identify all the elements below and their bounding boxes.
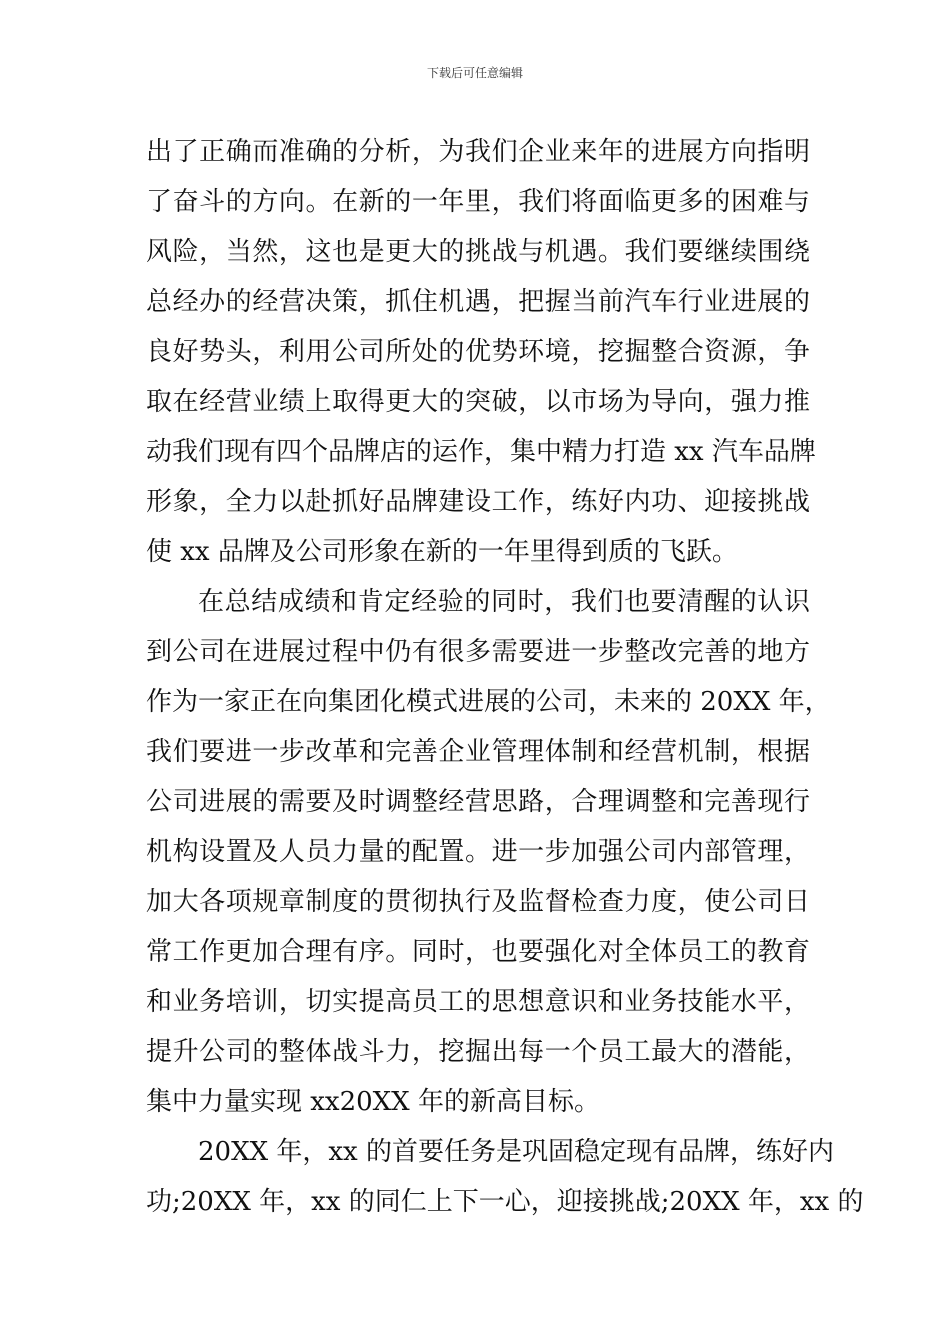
text-line: 风险，当然，这也是更大的挑战与机遇。我们要继续围绕 xyxy=(146,237,810,267)
text-line: 良好势头，利用公司所处的优势环境，挖掘整合资源，争 xyxy=(146,337,810,367)
text-line: 到公司在进展过程中仍有很多需要进一步整改完善的地方 xyxy=(146,637,810,667)
paragraph-2 xyxy=(146,577,831,1127)
document-body xyxy=(146,127,864,1227)
paragraph-1 xyxy=(146,127,816,577)
text-line: 20XX 年，xx 的首要任务是巩固稳定现有品牌，练好内 xyxy=(198,1137,834,1167)
text-line: 提升公司的整体战斗力，挖掘出每一个员工最大的潜能， xyxy=(146,1037,810,1067)
text-line: 和业务培训，切实提高员工的思想意识和业务技能水平， xyxy=(146,987,810,1017)
text-line: 我们要进一步改革和完善企业管理体制和经营机制，根据 xyxy=(146,737,810,767)
text-line: 出了正确而准确的分析，为我们企业来年的进展方向指明 xyxy=(146,137,810,167)
text-line: 形象，全力以赴抓好品牌建设工作，练好内功、迎接挑战 xyxy=(146,487,810,517)
text-line: 在总结成绩和肯定经验的同时，我们也要清醒的认识 xyxy=(198,587,810,617)
page-header: 下载后可任意编辑 xyxy=(426,66,523,80)
paragraph-3 xyxy=(146,1127,864,1227)
text-line: 取在经营业绩上取得更大的突破，以市场为导向，强力推 xyxy=(146,387,810,417)
text-line: 机构设置及人员力量的配置。进一步加强公司内部管理， xyxy=(146,837,810,867)
text-line: 作为一家正在向集团化模式进展的公司，未来的 20XX 年， xyxy=(146,687,831,717)
text-line: 公司进展的需要及时调整经营思路，合理调整和完善现行 xyxy=(146,787,810,817)
text-line: 动我们现有四个品牌店的运作，集中精力打造 xx 汽车品牌 xyxy=(146,437,816,467)
text-line: 加大各项规章制度的贯彻执行及监督检查力度，使公司日 xyxy=(146,887,810,917)
text-line: 使 xx 品牌及公司形象在新的一年里得到质的飞跃。 xyxy=(146,537,738,567)
text-line: 总经办的经营决策，抓住机遇，把握当前汽车行业进展的 xyxy=(146,287,810,317)
text-line: 集中力量实现 xx20XX 年的新高目标。 xyxy=(146,1087,600,1117)
text-line: 常工作更加合理有序。同时，也要强化对全体员工的教育 xyxy=(146,937,810,967)
text-line: 了奋斗的方向。在新的一年里，我们将面临更多的困难与 xyxy=(146,187,810,217)
text-line: 功;20XX 年，xx 的同仁上下一心，迎接挑战;20XX 年，xx 的 xyxy=(146,1187,864,1217)
